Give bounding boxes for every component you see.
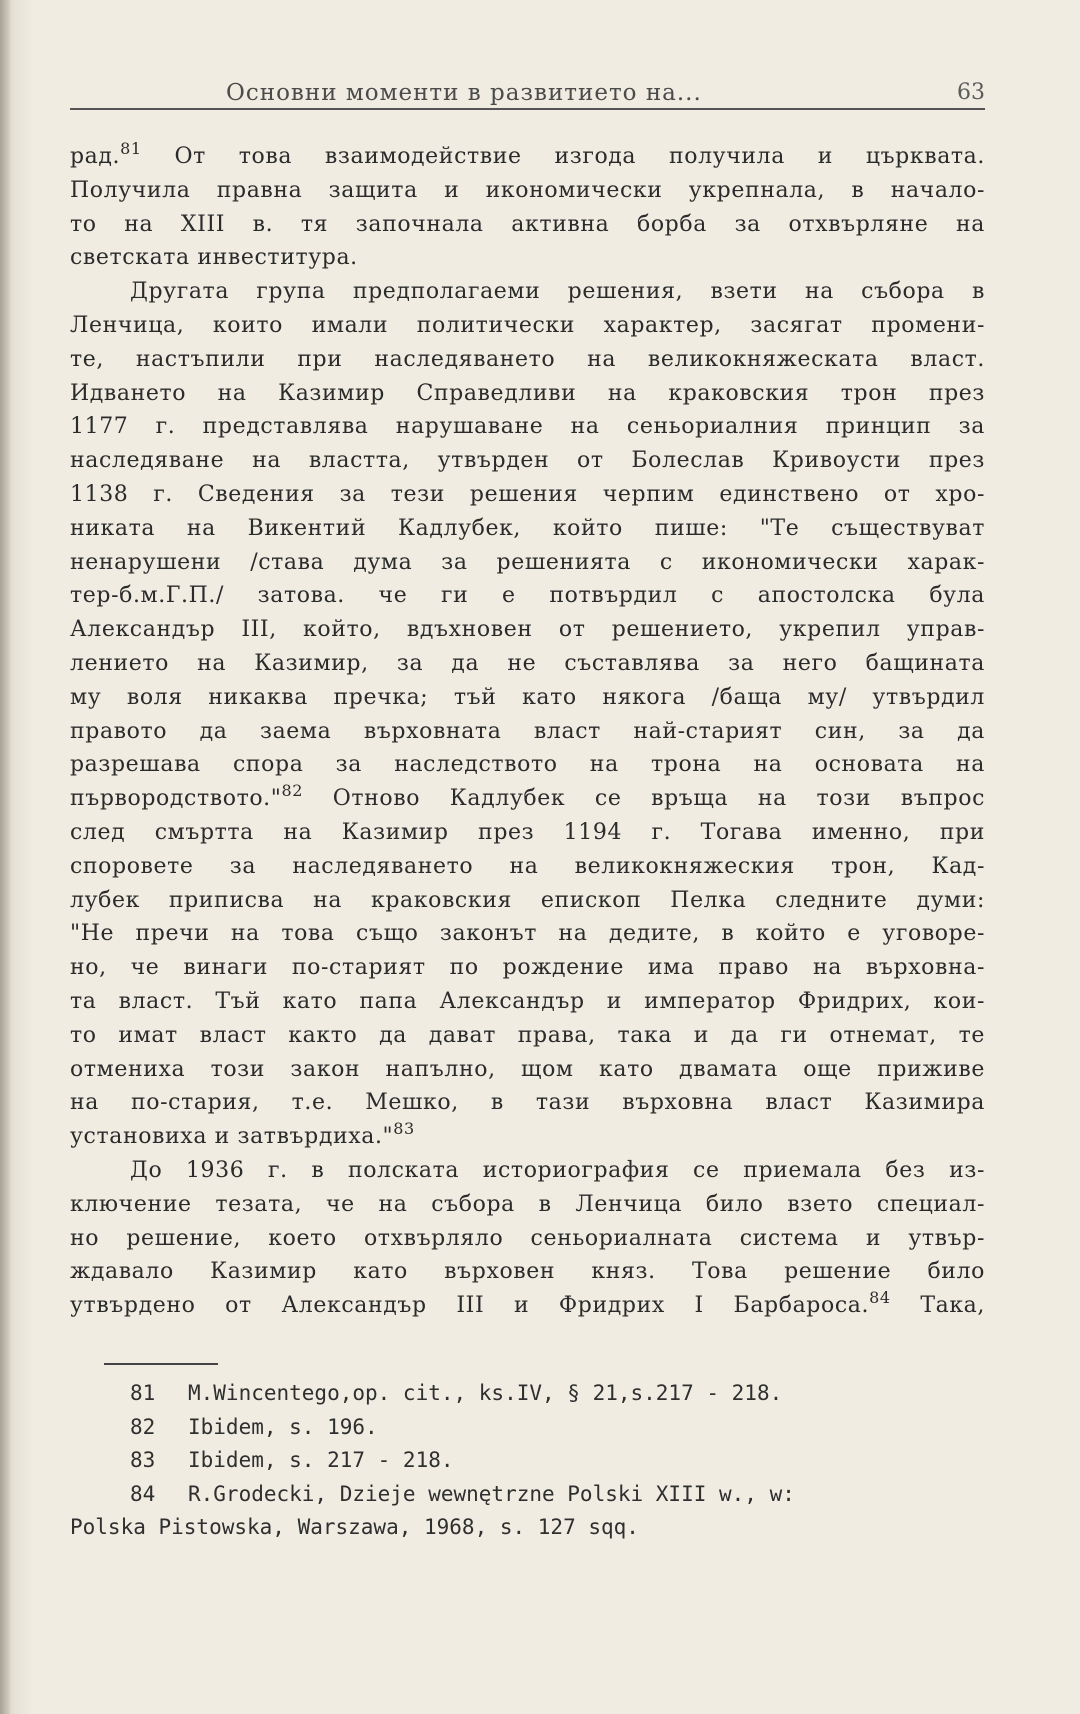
footnote-number: 82 xyxy=(130,1414,156,1439)
text-line: отмениха този закон напълно, щом като двамата още приживе xyxy=(70,1056,985,1082)
footnote-divider xyxy=(104,1363,218,1365)
text-line: ключение тезата, че на събора в Ленчица било взето специал- xyxy=(70,1191,985,1217)
text-line: Идването на Казимир Справедливи на краковския трон през xyxy=(70,380,985,406)
footnote-text: R.Grodecki, Dzieje wewnętrzne Polski XIII w., w: xyxy=(188,1481,795,1506)
footnote-number: 84 xyxy=(130,1481,156,1506)
running-header xyxy=(70,78,985,110)
footnote xyxy=(70,1377,985,1411)
text-line: но решение, което отхвърляло сеньориалната система и утвър- xyxy=(70,1225,985,1251)
text-line: 1138 г. Сведения за тези решения черпим единствено от хро- xyxy=(70,481,985,507)
footnote xyxy=(70,1444,985,1478)
text-line: 1177 г. представлява нарушаване на сеньориалния принцип за xyxy=(70,414,985,440)
text-line: правото да заема върховната власт най-старият син, за да xyxy=(70,718,985,744)
text-line: "Не пречи на това също законът на дедите, в който е уговоре- xyxy=(70,921,985,947)
text-line: наследяване на властта, утвърден от Болеслав Кривоусти през xyxy=(70,448,985,474)
footnote-ref: 83 xyxy=(393,1119,415,1139)
text-line: разрешава спора за наследството на трона на основата на xyxy=(70,752,985,778)
text-line: До 1936 г. в полската историография се приемала без из- xyxy=(130,1157,985,1183)
text-line: Ленчица, които имали политически характер, засягат промени- xyxy=(70,312,985,338)
page-number: 63 xyxy=(957,80,985,105)
footnote xyxy=(70,1411,985,1445)
footnote-number: 81 xyxy=(130,1381,156,1405)
text-line: на по-стария, т.е. Мешко, в тази върховна власт Казимира xyxy=(70,1090,985,1116)
text-line: споровете за наследяването на великокняжеския трон, Кад- xyxy=(70,853,985,879)
text-line: то имат власт както да дават права, така и да ги отнемат, те xyxy=(70,1022,985,1048)
text-line: ждавало Казимир като върховен княз. Това решение било xyxy=(70,1259,985,1285)
text-line: Получила правна защита и икономически укрепнала, в начало- xyxy=(70,177,985,203)
text-line: Александър III, който, вдъхновен от решението, укрепил управ- xyxy=(70,617,985,643)
text-line: лението на Казимир, за да не съставлява за него бащината xyxy=(70,650,985,676)
text-line: то на XIII в. тя започнала активна борба за отхвърляне на xyxy=(70,211,985,237)
text-line: та власт. Тъй като папа Александър и император Фридрих, кои- xyxy=(70,988,985,1014)
book-spine-shadow xyxy=(0,0,10,1714)
text-line: светската инвеститура. xyxy=(70,245,358,271)
text-line: тер-б.м.Г.П./ затова. че ги е потвърдил с апостолска була xyxy=(70,583,985,609)
running-title: Основни моменти в развитието на... xyxy=(226,80,702,106)
footnote-text: Ibidem, s. 196. xyxy=(188,1414,378,1439)
main-text xyxy=(70,140,985,1323)
footnote-ref: 84 xyxy=(869,1288,891,1308)
footnotes xyxy=(70,1377,985,1545)
footnote-ref: 82 xyxy=(281,781,304,801)
text-line: но, че винаги по-старият по рождение има право на върховна- xyxy=(70,955,985,981)
text-line: след смъртта на Казимир през 1194 г. Тогава именно, при xyxy=(70,819,985,845)
footnote-continuation xyxy=(70,1511,985,1545)
text-line: утвърдено от Александър III и Фридрих I Барбароса.$^{84}$ Така, xyxy=(70,1288,985,1319)
text-line: установиха и затвърдиха."$^{83}$ xyxy=(70,1119,415,1150)
text-line: Другата група предполагаеми решения, взети на събора в xyxy=(130,279,985,305)
text-line: му воля никаква пречка; тъй като някога /баща му/ утвърдил xyxy=(70,684,985,710)
text-line: лубек приписва на краковския епископ Пелка следните думи: xyxy=(70,887,985,913)
footnote-text: Ibidem, s. 217 - 218. xyxy=(188,1448,454,1473)
text-line: те, настъпили при наследяването на великокняжеската власт. xyxy=(70,346,985,372)
text-line: никата на Викентий Кадлубек, който пише: "Те съществуват xyxy=(70,515,985,541)
text-line: първородството."$^{82}$ Отново Кадлубек се връща на този въпрос xyxy=(70,781,985,812)
text-line: ненарушени /става дума за решенията с икономически харак- xyxy=(70,549,985,575)
footnote-text: Polska Pistowska, Warszawa, 1968, s. 127 sqq. xyxy=(70,1515,639,1540)
footnote-ref: 81 xyxy=(120,139,142,158)
footnote xyxy=(70,1478,985,1512)
footnote-text: M.Wincentego,op. cit., ks.IV, § 21,s.217 - 218. xyxy=(188,1381,783,1405)
footnote-number: 83 xyxy=(130,1448,156,1473)
text-line: рад.$^{81}$ От това взаимодействие изгода получила и църквата. xyxy=(70,139,985,169)
